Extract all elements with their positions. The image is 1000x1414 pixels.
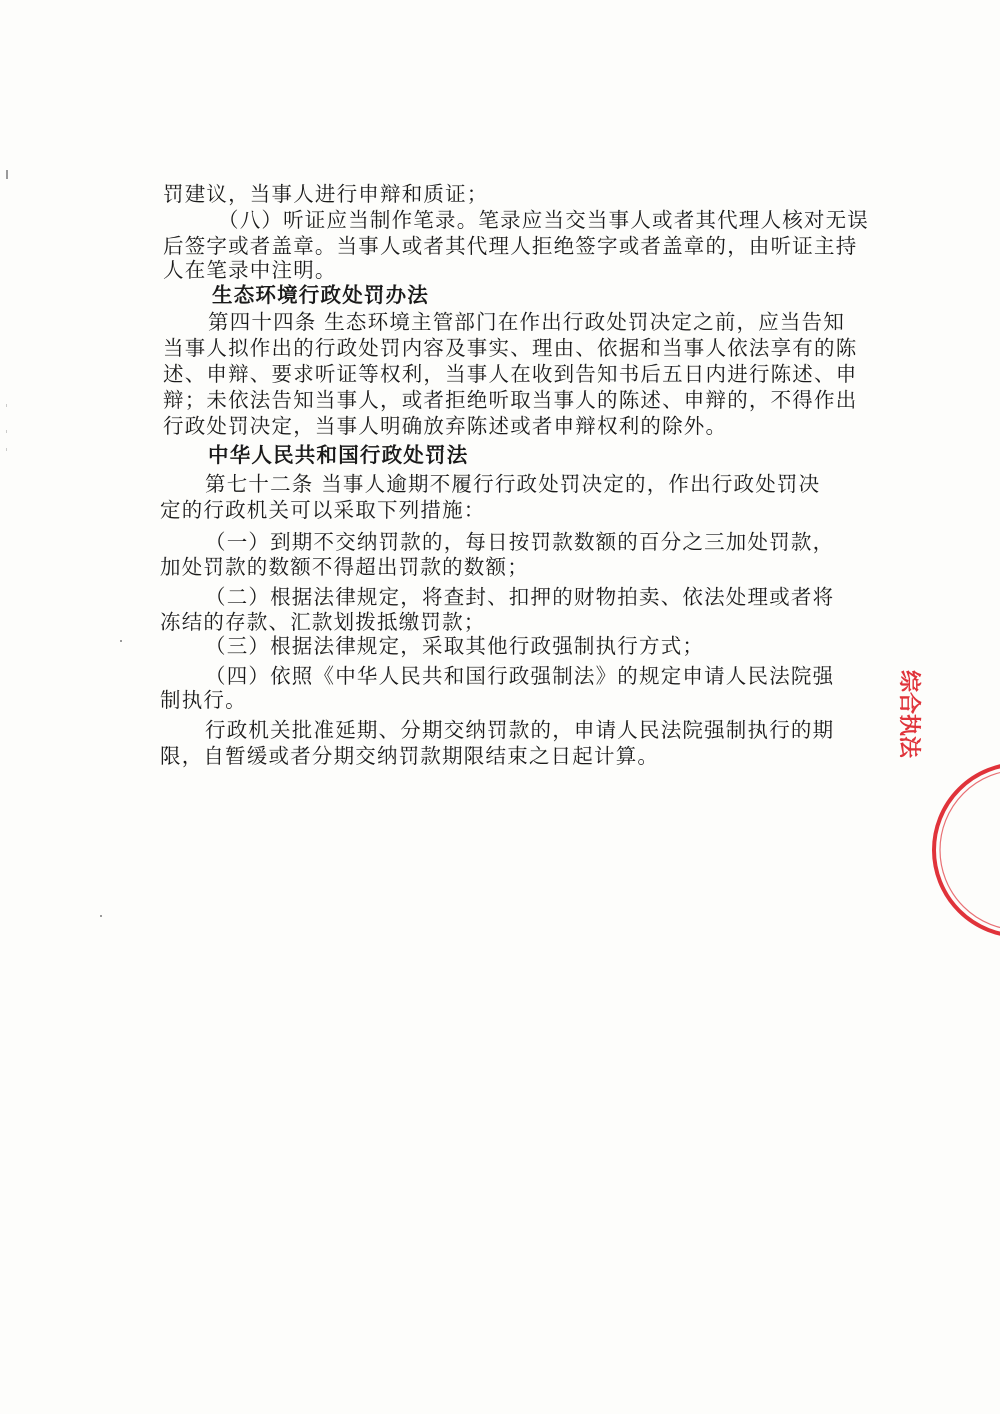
seal-graphic	[896, 670, 1000, 940]
text-line: 行政机关批准延期、分期交纳罚款的，申请人民法院强制执行的期	[205, 718, 835, 742]
official-seal	[896, 670, 1000, 940]
text-line: 定的行政机关可以采取下列措施：	[160, 498, 486, 522]
text-line: 第四十四条 生态环境主管部门在作出行政处罚决定之前，应当告知	[208, 310, 846, 334]
text-line: 冻结的存款、汇款划拨抵缴罚款；	[160, 610, 486, 634]
text-line: 辩；未依法告知当事人，或者拒绝听取当事人的陈述、申辩的，不得作出	[163, 388, 858, 412]
scan-mark	[6, 170, 8, 179]
text-line: 制执行。	[160, 688, 247, 712]
text-line: 限，自暂缓或者分期交纳罚款期限结束之日起计算。	[160, 744, 660, 768]
scan-mark	[100, 915, 102, 917]
text-line: 行政处罚决定，当事人明确放弃陈述或者申辩权利的除外。	[163, 414, 728, 438]
text-line: 人在笔录中注明。	[163, 258, 337, 282]
text-line: 第七十二条 当事人逾期不履行行政处罚决定的，作出行政处罚决	[205, 472, 821, 496]
scan-mark	[6, 448, 7, 451]
text-line: （三）根据法律规定，采取其他行政强制执行方式；	[205, 634, 705, 658]
section-heading: 中华人民共和国行政处罚法	[208, 443, 469, 467]
scan-mark	[6, 404, 7, 407]
text-line: 罚建议，当事人进行申辩和质证；	[163, 182, 489, 206]
text-line: 后签字或者盖章。当事人或者其代理人拒绝签字或者盖章的，由听证主持	[163, 234, 858, 258]
text-line: 当事人拟作出的行政处罚内容及事实、理由、依据和当事人依法享有的陈	[163, 336, 858, 360]
text-line: 述、申辩、要求听证等权利，当事人在收到告知书后五日内进行陈述、申	[163, 362, 858, 386]
text-line: （一）到期不交纳罚款的，每日按罚款数额的百分之三加处罚款，	[205, 530, 835, 554]
text-line: （二）根据法律规定，将查封、扣押的财物拍卖、依法处理或者将	[205, 585, 835, 609]
text-line: （四）依照《中华人民共和国行政强制法》的规定申请人民法院强	[205, 664, 835, 688]
scan-mark	[120, 640, 122, 642]
text-line: 加处罚款的数额不得超出罚款的数额；	[160, 555, 529, 579]
scan-mark	[6, 430, 7, 433]
text-line: （八）听证应当制作笔录。笔录应当交当事人或者其代理人核对无误	[218, 208, 869, 232]
seal-text: 综合执法	[896, 670, 921, 759]
section-heading: 生态环境行政处罚办法	[212, 283, 429, 307]
